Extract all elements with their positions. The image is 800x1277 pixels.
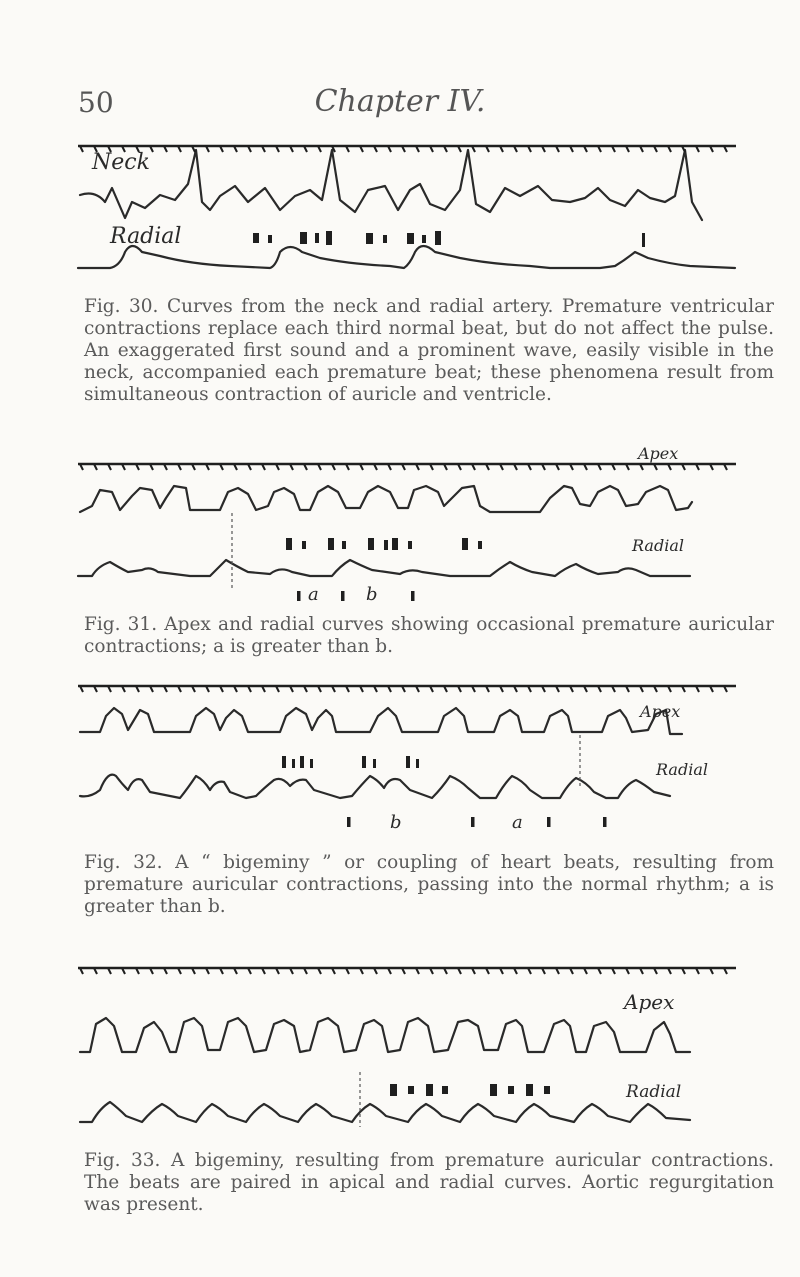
figure-31-letter-b: b (366, 584, 378, 605)
running-head: Chapter IV. (314, 84, 486, 119)
figure-31-upper-label: Apex (638, 444, 679, 463)
figure-30-upper-label: Neck (92, 150, 150, 175)
sound-marks-33 (390, 1084, 550, 1096)
sound-marks-32 (282, 756, 606, 826)
figure-32-letter-b: b (390, 812, 402, 833)
apex-trace-32 (80, 708, 682, 734)
radial-trace (78, 246, 735, 268)
figure-31-lower-label: Radial (632, 536, 684, 555)
figure-32-caption: Fig. 32. A “ bigeminy ” or coupling of heart beats, resulting from premature auricular contractions, passing into the normal rhythm; a is greater than b. (84, 852, 774, 917)
page-number: 50 (78, 86, 114, 119)
sound-marks (253, 231, 645, 247)
radial-trace-31 (78, 560, 690, 576)
neck-trace (80, 150, 702, 220)
figure-30-tracing (70, 140, 740, 290)
figure-33-lower-label: Radial (626, 1082, 682, 1102)
figure-31-tracing (70, 458, 740, 608)
figure-32-upper-label: Apex (640, 702, 681, 721)
figure-33-upper-label: Apex (624, 990, 675, 1014)
radial-trace-33 (80, 1102, 690, 1122)
figure-30 (70, 140, 740, 290)
radial-trace-32 (80, 775, 670, 798)
figure-33 (70, 962, 740, 1142)
figure-31-caption: Fig. 31. Apex and radial curves showing occasional premature auricular contractions; a is greater than b. (84, 614, 774, 657)
figure-30-lower-label: Radial (110, 224, 182, 249)
figure-31 (70, 444, 740, 608)
apex-trace-33 (80, 1018, 690, 1052)
figure-32 (70, 680, 740, 840)
figure-33-tracing (70, 962, 740, 1142)
figure-33-caption: Fig. 33. A bigeminy, resulting from premature auricular contractions. The beats are paired in apical and radial curves. Aortic regurgitation was present. (84, 1150, 774, 1215)
figure-32-lower-label: Radial (656, 760, 708, 779)
figure-32-letter-a: a (512, 812, 523, 833)
figure-31-letter-a: a (308, 584, 319, 605)
apex-trace (80, 486, 692, 512)
figure-30-caption: Fig. 30. Curves from the neck and radial artery. Premature ventricular contractions replace each third normal beat, but do not affect the pulse. An exaggerated first sound and a prominent wave, easily visible in the neck, accompanied each premature beat; these phenomena result from simultaneous contraction of auricle and ventricle. (84, 296, 774, 405)
